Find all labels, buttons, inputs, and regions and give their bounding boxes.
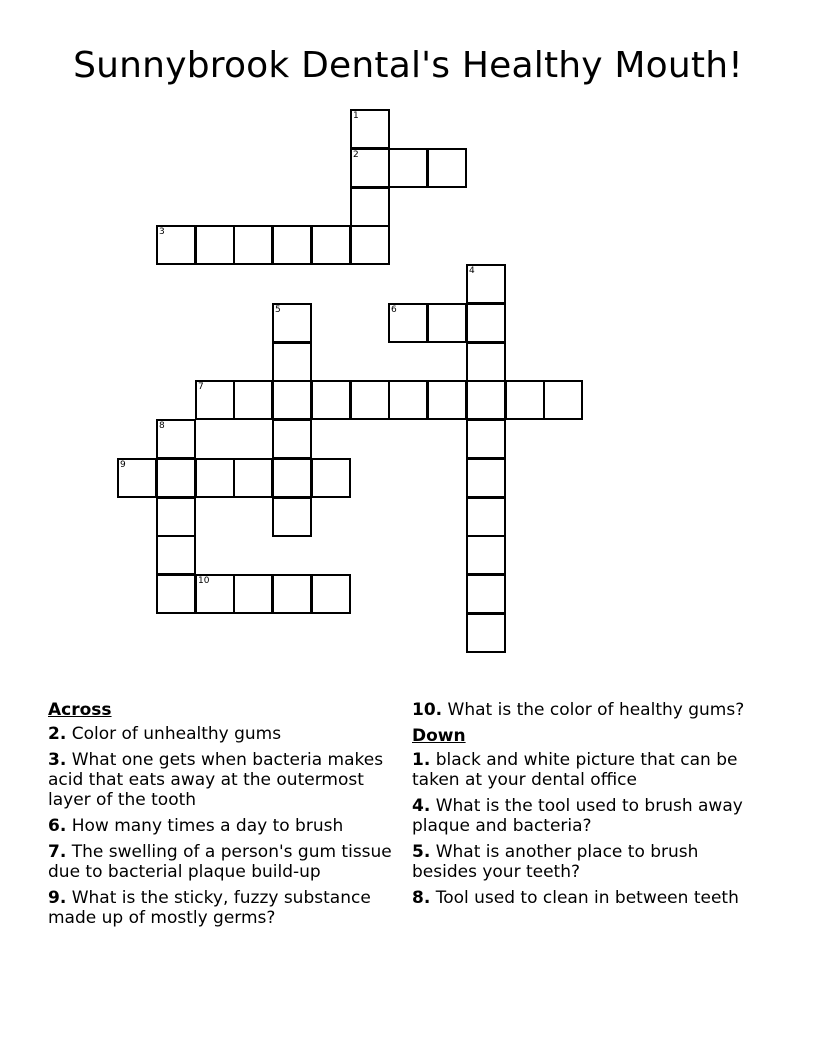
grid-cell[interactable] [272,458,312,498]
clue-number: 4. [412,796,431,816]
cell-number: 10 [198,576,210,586]
cell-number: 9 [120,460,126,470]
clue-text: How many times a day to brush [71,816,344,836]
clue-text: What is the tool used to brush away plaque and bacteria? [412,796,743,836]
clue-number: 7. [48,842,67,862]
grid-cell[interactable] [350,380,390,420]
clue-across-7 [48,842,404,882]
grid-cell[interactable] [466,574,506,614]
grid-cell[interactable] [466,535,506,575]
grid-cell[interactable] [195,380,235,420]
clue-text: black and white picture that can be taken at your dental office [412,750,738,790]
cell-number: 3 [159,227,165,237]
clue-number: 10. [412,700,443,720]
clue-down-8 [412,888,752,908]
clue-text: What is the sticky, fuzzy substance made up of mostly germs? [48,888,371,928]
cell-number: 4 [469,266,475,276]
grid-cell[interactable] [311,574,351,614]
grid-cell[interactable] [466,380,506,420]
clue-across-6 [48,816,404,836]
grid-cell[interactable] [272,574,312,614]
clue-across-10 [412,700,752,720]
grid-cell[interactable] [156,574,196,614]
grid-cell[interactable] [195,458,235,498]
grid-cell[interactable] [156,458,196,498]
down-heading: Down [412,726,466,746]
grid-cell[interactable] [466,264,506,304]
clue-number: 2. [48,724,67,744]
grid-cell[interactable] [350,109,390,149]
grid-cell[interactable] [311,458,351,498]
grid-cell[interactable] [350,148,390,188]
grid-cell[interactable] [388,380,428,420]
grid-cell[interactable] [388,148,428,188]
grid-cell[interactable] [466,342,506,382]
grid-cell[interactable] [466,613,506,653]
grid-cell[interactable] [272,380,312,420]
clue-number: 1. [412,750,431,770]
cell-number: 2 [353,150,359,160]
grid-cell[interactable] [195,574,235,614]
grid-cell[interactable] [350,187,390,227]
clues-left-column [48,700,404,934]
cell-number: 7 [198,382,204,392]
grid-cell[interactable] [233,380,273,420]
clues-right-column [412,700,752,914]
cell-number: 6 [391,305,397,315]
grid-cell[interactable] [233,458,273,498]
clue-down-5 [412,842,752,882]
clue-number: 3. [48,750,67,770]
grid-cell[interactable] [505,380,545,420]
grid-cell[interactable] [466,497,506,537]
grid-cell[interactable] [156,419,196,459]
grid-cell[interactable] [195,225,235,265]
grid-cell[interactable] [233,574,273,614]
clue-number: 5. [412,842,431,862]
grid-cell[interactable] [311,380,351,420]
grid-cell[interactable] [543,380,583,420]
grid-cell[interactable] [156,535,196,575]
grid-cell[interactable] [156,225,196,265]
across-heading: Across [48,700,112,720]
clue-text: Color of unhealthy gums [71,724,282,744]
clue-text: What is the color of healthy gums? [447,700,745,720]
clue-across-3 [48,750,404,810]
clue-text: The swelling of a person's gum tissue due to bacterial plaque build-up [48,842,392,882]
grid-cell[interactable] [272,342,312,382]
grid-cell[interactable] [272,225,312,265]
clue-across-2 [48,724,404,744]
clue-number: 6. [48,816,67,836]
clue-text: What one gets when bacteria makes acid that eats away at the outermost layer of the tooth [48,750,384,810]
grid-cell[interactable] [233,225,273,265]
grid-cell[interactable] [427,303,467,343]
grid-cell[interactable] [466,303,506,343]
clue-number: 8. [412,888,431,908]
clue-across-9 [48,888,404,928]
grid-cell[interactable] [466,458,506,498]
clue-down-1 [412,750,752,790]
clue-number: 9. [48,888,67,908]
grid-cell[interactable] [350,225,390,265]
grid-cell[interactable] [272,419,312,459]
grid-cell[interactable] [427,148,467,188]
clue-text: Tool used to clean in between teeth [435,888,739,908]
page-title: Sunnybrook Dental's Healthy Mouth! [73,45,743,86]
grid-cell[interactable] [427,380,467,420]
grid-cell[interactable] [272,303,312,343]
grid-cell[interactable] [466,419,506,459]
cell-number: 8 [159,421,165,431]
grid-cell[interactable] [272,497,312,537]
grid-cell[interactable] [117,458,157,498]
grid-cell[interactable] [311,225,351,265]
cell-number: 5 [275,305,281,315]
clue-text: What is another place to brush besides your teeth? [412,842,699,882]
cell-number: 1 [353,111,359,121]
clue-down-4 [412,796,752,836]
grid-cell[interactable] [156,497,196,537]
grid-cell[interactable] [388,303,428,343]
